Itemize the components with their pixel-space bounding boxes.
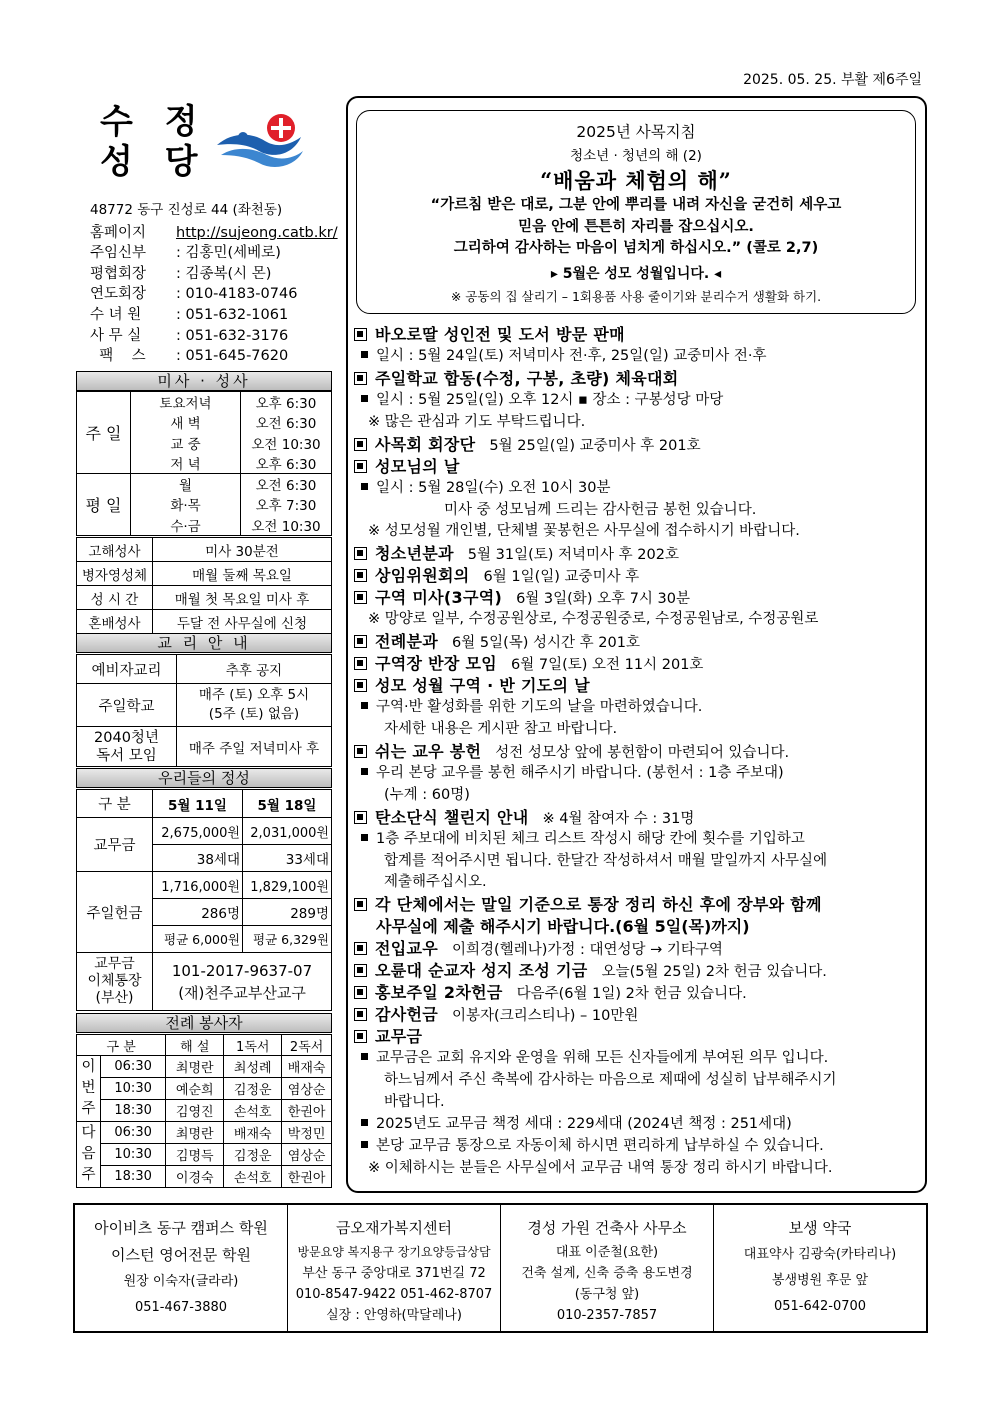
server-time: 18:30 (101, 1166, 166, 1188)
news-title: 성모 성월 구역 · 반 기도의 날 (375, 676, 590, 695)
news-title: 바오로딸 성인전 및 도서 방문 판매 (375, 325, 625, 344)
news-title: 전례분과 (375, 632, 439, 652)
checkbox-square-icon (354, 591, 367, 604)
info-value: : 김종복(시 몬) (176, 265, 272, 282)
server-name: 한권아 (282, 1166, 332, 1188)
bullet-square-icon (361, 1119, 368, 1126)
sacrament-key: 고해성사 (77, 538, 153, 562)
mass-name: 화·목 (131, 494, 241, 515)
bullet-square-icon (361, 768, 368, 775)
info-key: 평협회장 (90, 265, 147, 282)
news-line (354, 851, 924, 873)
info-value: : 051-645-7620 (176, 348, 289, 365)
news-line (354, 521, 924, 543)
mass-name: 교 중 (131, 433, 241, 454)
news-heading (354, 368, 924, 390)
ad-line: 원장 이숙자(글라라) (123, 1274, 239, 1289)
news-text: 미사 중 성모님께 드리는 감사헌금 봉헌 있습니다. (444, 501, 757, 518)
server-name: 염상순 (282, 1078, 332, 1100)
mass-time: 오후 6:30 (241, 392, 332, 413)
offering-value: 1,829,100원 (243, 872, 332, 899)
bullet-square-icon (361, 1053, 368, 1060)
offering-value: 1,716,000원 (153, 872, 243, 899)
ad-pharmacy (714, 1205, 926, 1331)
bullet-square-icon (361, 483, 368, 490)
news-text: (누계 : 60명) (384, 786, 470, 803)
checkbox-square-icon (354, 372, 367, 385)
news-line (354, 609, 924, 631)
catechism-value: 매주 주일 저녁미사 후 (177, 727, 332, 767)
news-detail: 6월 7일(토) 오전 11시 201호 (511, 657, 704, 674)
server-name: 배재숙 (224, 1122, 282, 1144)
catechism-value: 추후 공지 (177, 655, 332, 684)
sacrament-value: 두달 전 사무실에 신청 (153, 610, 332, 634)
news-text: 1층 주보대에 비치된 체크 리스트 작성시 해당 칸에 횟수를 기입하고 (376, 830, 805, 847)
server-time: 10:30 (101, 1078, 166, 1100)
info-value: : 051-632-1061 (176, 306, 289, 323)
server-name: 최명란 (166, 1122, 224, 1144)
sacrament-value: 매월 첫 목요일 미사 후 (153, 586, 332, 610)
account-label: 교무금 이체통장 (부산) (77, 953, 153, 1011)
info-value: : 김홍민(세베로) (176, 245, 281, 262)
news-title: 오륜대 순교자 성지 조성 기금 (375, 961, 588, 981)
news-heading (354, 1026, 924, 1048)
news-detail: 오늘(5월 25일) 2차 헌금 있습니다. (601, 964, 827, 981)
ad-phone: 010-8547-9422 051-462-8707 (295, 1287, 493, 1302)
server-name: 김정운 (224, 1144, 282, 1166)
bullet-square-icon (361, 702, 368, 709)
ad-line: (동구청 앞) (574, 1287, 640, 1302)
news-detail: ※ 4월 참여자 수 : 31명 (542, 810, 695, 827)
offering-value: 38세대 (153, 845, 243, 872)
server-name: 김명득 (166, 1144, 224, 1166)
checkbox-square-icon (354, 547, 367, 560)
mass-name: 토요저녁 (131, 392, 241, 413)
news-text: 사무실에 제출 해주시기 바랍니다.(6월 5일(목)까지) (376, 917, 750, 937)
parish-name-line1: 수 정 (100, 102, 208, 142)
this-week-label: 이 번 주 (77, 1056, 101, 1122)
mass-time: 오전 10:30 (241, 433, 332, 454)
news-heading (354, 982, 924, 1004)
news-title: 각 단체에서는 말일 기준으로 통장 정리 하신 후에 장부와 함께 (375, 895, 822, 915)
news-text: 우리 본당 교우를 봉헌 해주시기 바랍니다. (봉헌서 : 1층 주보대) (376, 764, 784, 781)
news-text: 제출해주십시오. (384, 874, 487, 891)
info-key: 연도회장 (90, 286, 147, 303)
news-heading (354, 675, 924, 697)
info-key: 홈페이지 (90, 224, 147, 241)
parish-address: 48772 동구 진성로 44 (좌천동) (90, 202, 283, 218)
offering-header: 구 분 (77, 790, 153, 818)
news-heading (354, 631, 924, 653)
news-title: 구역장 반장 모임 (375, 654, 498, 674)
sacrament-value: 매월 둘째 목요일 (153, 562, 332, 586)
server-time: 06:30 (101, 1122, 166, 1144)
news-text: ※ 망양로 일부, 수정공원상로, 수정공원중로, 수정공원남로, 수정공원로 (368, 611, 819, 628)
news-line (354, 697, 924, 719)
news-title: 청소년분과 (375, 544, 454, 564)
news-heading (354, 565, 924, 587)
catechism-value: 매주 (토) 오후 5시 (5주 (토) 없음) (177, 684, 332, 727)
bulletin-date: 2025. 05. 25. 부활 제6주일 (743, 72, 922, 88)
sponsor-ads (73, 1203, 928, 1333)
servers-section-title: 전례 봉사자 (76, 1013, 332, 1033)
server-name: 이경숙 (166, 1166, 224, 1188)
server-name: 김정운 (224, 1078, 282, 1100)
news-text: ※ 성모성월 개인별, 단체별 꽃봉헌은 사무실에 접수하시기 바랍니다. (368, 523, 800, 540)
news-title: 사목회 회장단 (375, 434, 476, 454)
news-text: 일시 : 5월 28일(수) 오전 10시 30분 (376, 479, 611, 496)
dues-label: 교무금 (77, 818, 153, 872)
homepage-link[interactable]: http://sujeong.catb.kr/ (176, 224, 338, 241)
offering-value: 2,675,000원 (153, 818, 243, 845)
ad-line: 부산 동구 중앙대로 371번길 72 (302, 1266, 486, 1281)
news-line (354, 346, 924, 368)
ad-line: 대표약사 김광숙(카타리나) (743, 1247, 897, 1262)
servers-header: 1독서 (224, 1035, 282, 1056)
news-heading (354, 938, 924, 960)
news-detail: 성전 성모상 앞에 봉헌함이 마련되어 있습니다. (495, 744, 790, 761)
checkbox-square-icon (354, 1008, 367, 1021)
news-text: 본당 교무금 통장으로 자동이체 하시면 편리하게 납부하실 수 있습니다. (376, 1137, 824, 1154)
news-heading (354, 324, 924, 346)
news-text: 일시 : 5월 25일(일) 오후 12시 ▪ 장소 : 구봉성당 마당 (376, 391, 724, 408)
offering-table (76, 789, 332, 1011)
news-heading (354, 653, 924, 675)
catechism-section-title: 교 리 안 내 (76, 633, 332, 653)
news-heading (354, 456, 924, 478)
server-name: 염상순 (282, 1144, 332, 1166)
news-line (354, 1136, 924, 1158)
checkbox-square-icon (354, 942, 367, 955)
checkbox-square-icon (354, 657, 367, 670)
mass-table (76, 391, 332, 536)
parish-name (100, 102, 208, 182)
servers-header: 해 설 (166, 1035, 224, 1056)
ad-line: 건축 설계, 신축 증축 용도변경 (521, 1266, 693, 1281)
mass-time: 오전 10:30 (241, 515, 332, 536)
news-list (354, 324, 924, 1180)
news-line (354, 1070, 924, 1092)
checkbox-square-icon (354, 811, 367, 824)
mass-time: 오후 6:30 (241, 453, 332, 474)
news-detail: 5월 31일(토) 저녁미사 후 202호 (467, 547, 679, 564)
checkbox-square-icon (354, 635, 367, 648)
news-line (354, 872, 924, 894)
news-detail: 6월 3일(화) 오후 7시 30분 (516, 591, 691, 608)
sunday-label: 주 일 (77, 392, 131, 474)
pastoral-guideline-box (356, 110, 916, 314)
sacrament-key: 병자영성체 (77, 562, 153, 586)
news-title: 주일학교 합동(수정, 구봉, 초량) 체육대회 (375, 368, 679, 388)
mass-name: 저 녁 (131, 453, 241, 474)
ad-line: 실장 : 안영하(막달레나) (326, 1308, 462, 1323)
news-line (354, 916, 924, 938)
pastoral-motto: “배움과 체험의 해” (540, 168, 732, 193)
sacrament-value: 미사 30분전 (153, 538, 332, 562)
news-title: 감사헌금 (375, 1005, 439, 1025)
ad-title: 이스턴 영어전문 학원 (111, 1246, 251, 1264)
server-name: 김영진 (166, 1100, 224, 1122)
ad-title: 아이비츠 동구 캠퍼스 학원 (94, 1219, 268, 1237)
info-row-fax (90, 346, 340, 367)
server-time: 18:30 (101, 1100, 166, 1122)
news-heading (354, 741, 924, 763)
checkbox-square-icon (354, 569, 367, 582)
news-title: 전입교우 (375, 939, 439, 959)
servers-table (76, 1034, 332, 1188)
info-value: : 010-4183-0746 (176, 286, 298, 303)
ad-academy (75, 1205, 288, 1331)
news-line (354, 1048, 924, 1070)
checkbox-square-icon (354, 328, 367, 341)
news-title: 교무금 (375, 1027, 423, 1046)
next-week-label: 다 음 주 (77, 1122, 101, 1188)
news-line (354, 1158, 924, 1180)
news-text: 하느님께서 주신 축복에 감사하는 마음으로 제때에 성실히 납부해주시기 (384, 1071, 837, 1088)
mass-time: 오전 6:30 (241, 474, 332, 495)
ad-title: 경성 가원 건축사 사무소 (527, 1219, 687, 1237)
offering-section-title: 우리들의 정성 (76, 768, 332, 788)
news-line (354, 1092, 924, 1114)
news-heading (354, 894, 924, 916)
info-key: 주임신부 (90, 245, 147, 262)
account-number: 101-2017-9637-07 (171, 961, 313, 980)
weekday-label: 평 일 (77, 474, 131, 536)
news-line (354, 500, 924, 522)
checkbox-square-icon (354, 986, 367, 999)
news-detail: 6월 1일(일) 교중미사 후 (483, 569, 640, 586)
server-time: 10:30 (101, 1144, 166, 1166)
news-heading (354, 543, 924, 565)
info-key: 수 녀 원 (90, 306, 142, 323)
ad-title: 금오재가복지센터 (336, 1219, 452, 1237)
offering-value: 289명 (243, 899, 332, 926)
ad-line: 방문요양 복지용구 장기요양등급상담 (297, 1245, 491, 1259)
servers-header: 2독서 (282, 1035, 332, 1056)
offering-value: 33세대 (243, 845, 332, 872)
ad-line: 봉생병원 후문 앞 (771, 1273, 869, 1288)
news-text: 교무금은 교회 유지와 운영을 위해 모든 신자들에게 부여된 의무 입니다. (376, 1049, 829, 1066)
news-heading (354, 807, 924, 829)
info-row-convent (90, 305, 340, 326)
info-row-pastor (90, 243, 340, 264)
servers-header: 구 분 (77, 1035, 166, 1056)
checkbox-square-icon (354, 438, 367, 451)
parish-logo-icon (213, 111, 307, 175)
info-key: 팩 스 (90, 348, 146, 365)
info-row-homepage (90, 223, 340, 244)
sacrament-key: 혼배성사 (77, 610, 153, 634)
info-row-council (90, 264, 340, 285)
offering-header: 5월 18일 (243, 790, 332, 818)
news-text: ※ 이체하시는 분들은 사무실에서 교무금 내역 통장 정리 하시기 바랍니다. (368, 1159, 833, 1176)
offering-header: 5월 11일 (153, 790, 243, 818)
catechism-table (76, 654, 332, 767)
server-name: 박정민 (282, 1122, 332, 1144)
news-title: 쉬는 교우 봉헌 (375, 741, 482, 761)
mass-time: 오후 7:30 (241, 494, 332, 515)
account-info (153, 953, 332, 1011)
news-title: 구역 미사(3구역) (375, 588, 503, 608)
pastoral-subtitle: 청소년 · 청년의 해 (2) (570, 148, 702, 164)
ad-phone: 051-467-3880 (134, 1300, 228, 1315)
news-text: ※ 많은 관심과 기도 부탁드립니다. (368, 413, 586, 430)
news-line (354, 785, 924, 807)
sunday-offering-label: 주일헌금 (77, 872, 153, 953)
news-detail: 6월 5일(목) 성시간 후 201호 (452, 635, 640, 652)
server-name: 최성례 (224, 1056, 282, 1078)
server-name: 손석호 (224, 1100, 282, 1122)
news-text: 구역·반 활성화를 위한 기도의 날을 마련하였습니다. (376, 698, 703, 715)
ad-line: 대표 이준철(요한) (555, 1245, 659, 1260)
news-text: 2025년도 교무금 책정 세대 : 229세대 (2024년 책정 : 251세대) (376, 1115, 792, 1132)
bullet-square-icon (361, 834, 368, 841)
offering-value: 286명 (153, 899, 243, 926)
news-title: 홍보주일 2차헌금 (375, 983, 503, 1003)
offering-value: 평균 6,000원 (153, 926, 243, 953)
news-heading (354, 434, 924, 456)
catechism-key: 주일학교 (77, 684, 177, 727)
bullet-square-icon (361, 395, 368, 402)
checkbox-square-icon (354, 679, 367, 692)
pastoral-quote-line: 그리하여 감사하는 마음이 넘치게 하십시오.” (콜로 2,7) (453, 240, 819, 256)
parish-name-line2: 성 당 (100, 142, 208, 182)
news-line (354, 478, 924, 500)
news-text: 바랍니다. (384, 1093, 445, 1110)
news-line (354, 763, 924, 785)
news-detail: 이봉자(크리스티나) – 10만원 (452, 1008, 639, 1025)
server-name: 한권아 (282, 1100, 332, 1122)
checkbox-square-icon (354, 898, 367, 911)
catechism-key: 예비자교리 (77, 655, 177, 684)
mass-name: 월 (131, 474, 241, 495)
news-text: 합계를 적어주시면 됩니다. 한달간 작성하셔서 매월 말일까지 사무실에 (384, 852, 828, 869)
ad-title: 보생 약국 (788, 1219, 852, 1237)
checkbox-square-icon (354, 745, 367, 758)
server-name: 손석호 (224, 1166, 282, 1188)
mass-name: 수·금 (131, 515, 241, 536)
month-note: ▸ 5월은 성모 성월입니다. ◂ (550, 265, 722, 282)
pastoral-quote-line: “가르침 받은 대로, 그분 안에 뿌리를 내려 자신을 굳건히 세우고 (430, 197, 842, 213)
news-detail: 다음주(6월 1일) 2차 헌금 있습니다. (516, 986, 747, 1003)
parish-info (90, 200, 340, 367)
offering-value: 평균 6,329원 (243, 926, 332, 953)
news-line (354, 1114, 924, 1136)
server-time: 06:30 (101, 1056, 166, 1078)
news-line (354, 390, 924, 412)
info-row-office (90, 326, 340, 347)
sacrament-table (76, 537, 332, 634)
offering-value: 2,031,000원 (243, 818, 332, 845)
news-heading (354, 587, 924, 609)
checkbox-square-icon (354, 1030, 367, 1043)
server-name: 배재숙 (282, 1056, 332, 1078)
news-line (354, 719, 924, 741)
news-title: 상임위원회의 (375, 566, 470, 586)
news-heading (354, 1004, 924, 1026)
news-title: 성모님의 날 (375, 456, 460, 476)
info-value: : 051-632-3176 (176, 327, 289, 344)
info-key: 사 무 실 (90, 327, 142, 344)
bullet-square-icon (361, 1141, 368, 1148)
news-text: 일시 : 5월 24일(토) 저녁미사 전·후, 25일(일) 교중미사 전·후 (376, 347, 767, 364)
pastoral-quote-line: 믿음 안에 튼튼히 자리를 잡으십시오. (518, 218, 754, 235)
ad-phone: 010-2357-7857 (556, 1308, 658, 1323)
checkbox-square-icon (354, 460, 367, 473)
catechism-key: 2040청년 독서 모임 (77, 727, 177, 767)
news-detail: 이희경(헬레나)가정 : 대연성당 → 기타구역 (452, 942, 723, 959)
ad-architect (501, 1205, 714, 1331)
news-line (354, 829, 924, 851)
mass-time: 오전 6:30 (241, 412, 332, 433)
pastoral-footnote: ※ 공동의 집 살리기 – 1회용품 사용 줄이기와 분리수거 생활화 하기. (450, 288, 822, 304)
news-title: 탄소단식 챌린지 안내 (375, 807, 529, 827)
news-text: 자세한 내용은 게시판 참고 바랍니다. (384, 720, 618, 737)
bullet-square-icon (361, 351, 368, 358)
news-heading (354, 960, 924, 982)
pastoral-title: 2025년 사목지침 (576, 123, 696, 141)
ad-phone: 051-642-0700 (773, 1299, 867, 1314)
sacrament-key: 성 시 간 (77, 586, 153, 610)
news-line (354, 412, 924, 434)
account-name: (재)천주교부산교구 (178, 983, 306, 1002)
mass-name: 새 벽 (131, 412, 241, 433)
server-name: 예순희 (166, 1078, 224, 1100)
info-row-yeondo (90, 284, 340, 305)
checkbox-square-icon (354, 964, 367, 977)
server-name: 최명란 (166, 1056, 224, 1078)
ad-welfare-center (288, 1205, 501, 1331)
news-detail: 5월 25일(일) 교중미사 후 201호 (489, 437, 701, 454)
mass-section-title: 미사 · 성사 (76, 371, 332, 391)
